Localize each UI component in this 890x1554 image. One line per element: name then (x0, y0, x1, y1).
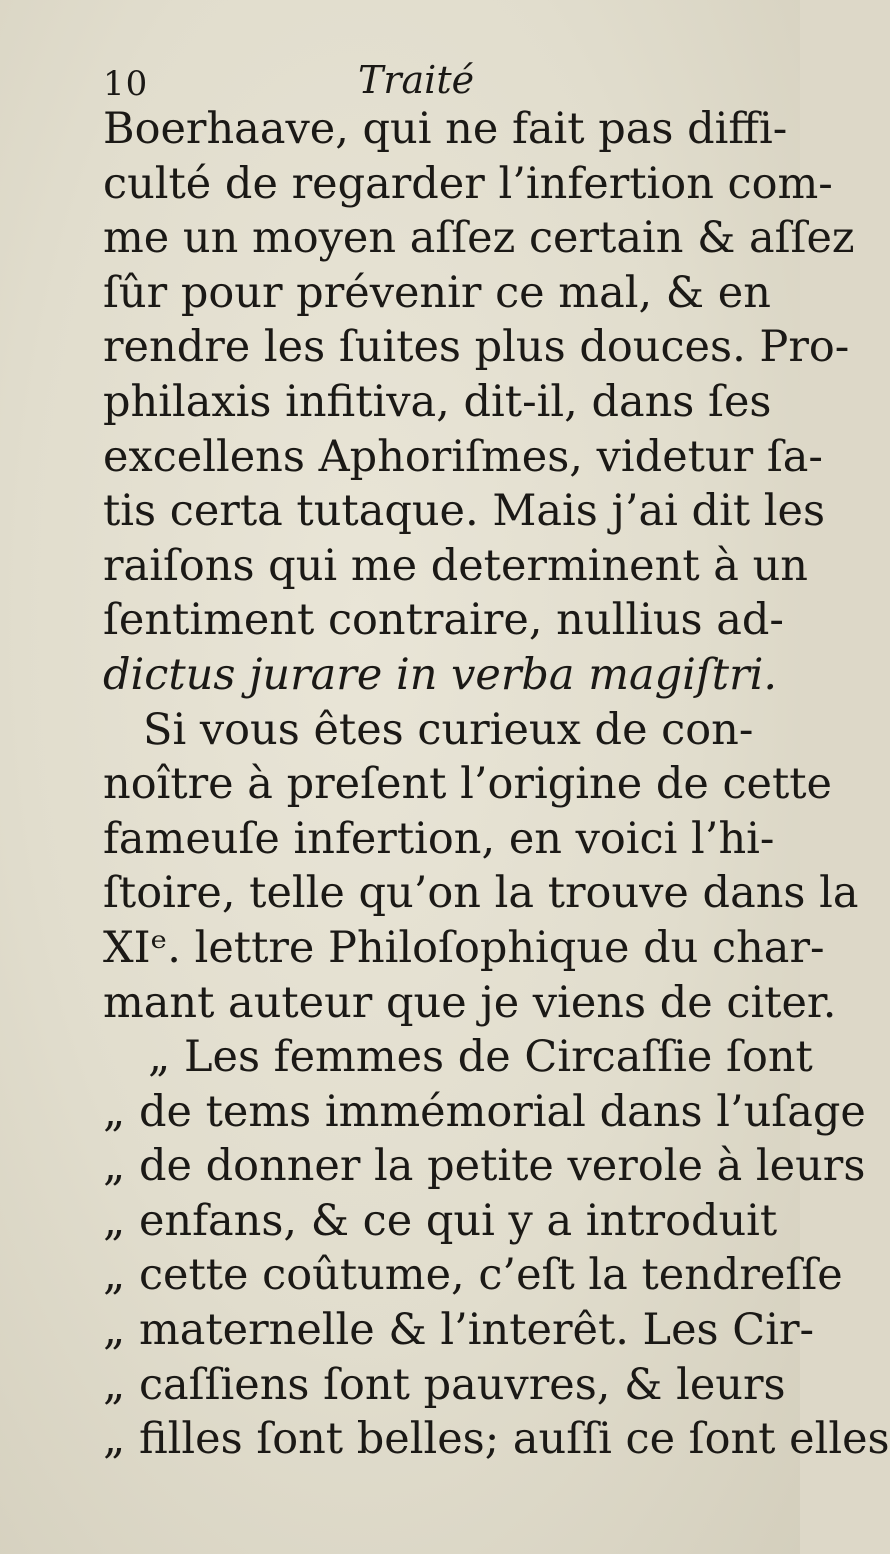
text-line: excellens Aphoriſmes, videtur ſa- (103, 431, 823, 482)
page-number: 10 (103, 64, 149, 104)
text-line: rendre les ſuites plus douces. Pro- (103, 322, 850, 373)
text-line: Boerhaave, qui ne fait pas diffi- (103, 104, 788, 154)
paragraph-start-line: Si vous êtes curieux de con- (143, 704, 754, 755)
bottom-margin (0, 1300, 890, 1554)
text-line: fameuſe infertion, en voici l’hi- (103, 813, 775, 864)
text-line: dictus jurare in verba magiſtri. (103, 649, 778, 700)
quote-line: „ enfans, & ce qui y a introduit (103, 1195, 778, 1246)
text-line: raiſons qui me determinent à un (103, 540, 808, 591)
text-line: ſûr pour prévenir ce mal, & en (103, 267, 771, 318)
text-line: XIᵉ. lettre Philoſophique du char- (103, 922, 825, 973)
quote-line: „ caſſiens ſont pauvres, & leurs (103, 1359, 786, 1410)
quote-line: „ maternelle & l’interêt. Les Cir- (103, 1305, 815, 1356)
quote-line: „ de tems immémorial dans l’uſage (103, 1086, 866, 1137)
running-head: Traité (358, 58, 475, 102)
text-line: ſentiment contraire, nullius ad- (103, 595, 784, 646)
text-line: culté de regarder l’infertion com- (103, 158, 833, 209)
body-text (103, 102, 890, 1467)
text-line: tis certa tutaque. Mais j’ai dit les (103, 486, 826, 537)
text-line: noître à preſent l’origine de cette (103, 759, 833, 810)
text-line: mant auteur que je viens de citer. (103, 977, 837, 1028)
quote-line: „ cette coûtume, c’eſt la tendreſſe (103, 1250, 843, 1301)
text-line: philaxis infitiva, dit-il, dans ſes (103, 376, 772, 427)
text-line: ſtoire, telle qu’on la trouve dans la (103, 868, 859, 919)
text-line: me un moyen aſſez certain & aſſez (103, 213, 855, 264)
quote-line: „ filles ſont belles; auſſi ce ſont elles (103, 1414, 890, 1465)
quote-line: „ Les femmes de Circaſſie ſont (148, 1032, 813, 1083)
quote-line: „ de donner la petite verole à leurs (103, 1141, 866, 1192)
